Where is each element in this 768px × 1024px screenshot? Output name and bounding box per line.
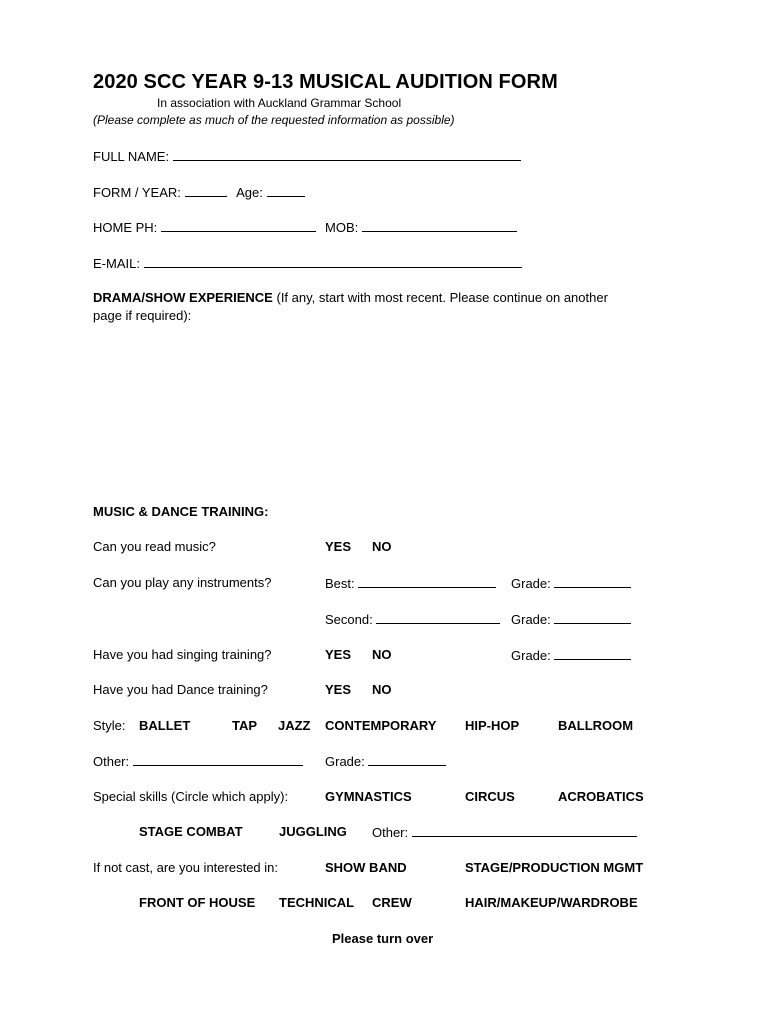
music-heading: MUSIC & DANCE TRAINING: [93,504,269,519]
form-year-label: FORM / YEAR: [93,185,181,200]
form-instructions: (Please complete as much of the requested information as possible) [93,113,455,127]
best-instrument-row [325,575,496,591]
style-label: Style: [93,718,126,733]
style-option-hip-hop[interactable]: HIP-HOP [465,718,520,733]
form-subtitle: In association with Auckland Grammar School [157,96,402,110]
grade-label: Grade: [511,576,551,591]
skill-option-juggling[interactable]: JUGGLING [279,824,347,839]
style-other-field[interactable] [133,753,303,766]
second-grade-row [511,611,631,627]
style-other-row [93,753,303,769]
home-ph-label: HOME PH: [93,220,158,235]
best-grade-row [511,575,631,591]
interest-option-show-band[interactable]: SHOW BAND [325,860,407,875]
drama-note-line1: (If any, start with most recent. Please continue on another [276,290,608,305]
best-label: Best: [325,576,355,591]
age-field[interactable] [267,184,305,197]
singing-yes[interactable]: YES [325,647,352,662]
read-music-label: Can you read music? [93,539,216,554]
full-name-field[interactable] [173,148,521,161]
skill-option-stage-combat[interactable]: STAGE COMBAT [139,824,243,839]
style-option-tap[interactable]: TAP [232,718,258,733]
second-instrument-field[interactable] [376,611,500,624]
email-field[interactable] [144,255,522,268]
email-label: E-MAIL: [93,256,140,271]
second-grade-field[interactable] [554,611,631,624]
read-music-no[interactable]: NO [372,539,392,554]
singing-grade-field[interactable] [554,647,631,660]
interest-option-technical[interactable]: TECHNICAL [279,895,355,910]
form-year-field[interactable] [185,184,227,197]
please-turn-over: Please turn over [332,931,434,946]
skills-other-row [372,824,637,840]
form-year-row [93,184,305,200]
skills-label: Special skills (Circle which apply): [93,789,289,804]
singing-grade-row [511,647,631,663]
drama-label: DRAMA/SHOW EXPERIENCE [93,290,273,305]
skills-other-label: Other: [372,825,409,840]
mob-label: MOB: [325,220,359,235]
read-music-yes[interactable]: YES [325,539,352,554]
drama-row [93,290,608,305]
home-ph-row [93,219,316,235]
interest-option-stage-production-mgmt[interactable]: STAGE/PRODUCTION MGMT [465,860,644,875]
skills-other-field[interactable] [412,824,637,837]
second-instrument-row [325,611,500,627]
style-grade-field[interactable] [368,753,446,766]
best-grade-field[interactable] [554,575,631,588]
mob-row [325,219,517,235]
skill-option-circus[interactable]: CIRCUS [465,789,515,804]
grade-label: Grade: [511,648,551,663]
full-name-label: FULL NAME: [93,149,170,164]
mob-field[interactable] [362,219,517,232]
interest-option-crew[interactable]: CREW [372,895,412,910]
email-row [93,255,522,271]
home-ph-field[interactable] [161,219,316,232]
singing-no[interactable]: NO [372,647,392,662]
style-grade-row [325,753,446,769]
style-option-contemporary[interactable]: CONTEMPORARY [325,718,437,733]
interest-option-front-of-house[interactable]: FRONT OF HOUSE [139,895,256,910]
style-other-label: Other: [93,754,130,769]
singing-label: Have you had singing training? [93,647,272,662]
form-title: 2020 SCC YEAR 9-13 MUSICAL AUDITION FORM [93,71,558,93]
interest-option-hair-makeup-wardrobe[interactable]: HAIR/MAKEUP/WARDROBE [465,895,638,910]
dance-label: Have you had Dance training? [93,682,268,697]
instruments-label: Can you play any instruments? [93,575,272,590]
style-grade-label: Grade: [325,754,365,769]
interests-label: If not cast, are you interested in: [93,860,278,875]
age-label: Age: [236,185,263,200]
skill-option-acrobatics[interactable]: ACROBATICS [558,789,644,804]
full-name-row [93,148,521,164]
dance-no[interactable]: NO [372,682,392,697]
drama-experience-area[interactable] [93,330,653,490]
style-option-ballroom[interactable]: BALLROOM [558,718,634,733]
skill-option-gymnastics[interactable]: GYMNASTICS [325,789,412,804]
drama-note-line2: page if required): [93,308,192,323]
grade-label: Grade: [511,612,551,627]
dance-yes[interactable]: YES [325,682,352,697]
best-instrument-field[interactable] [358,575,496,588]
style-option-jazz[interactable]: JAZZ [278,718,311,733]
second-label: Second: [325,612,373,627]
style-option-ballet[interactable]: BALLET [139,718,191,733]
